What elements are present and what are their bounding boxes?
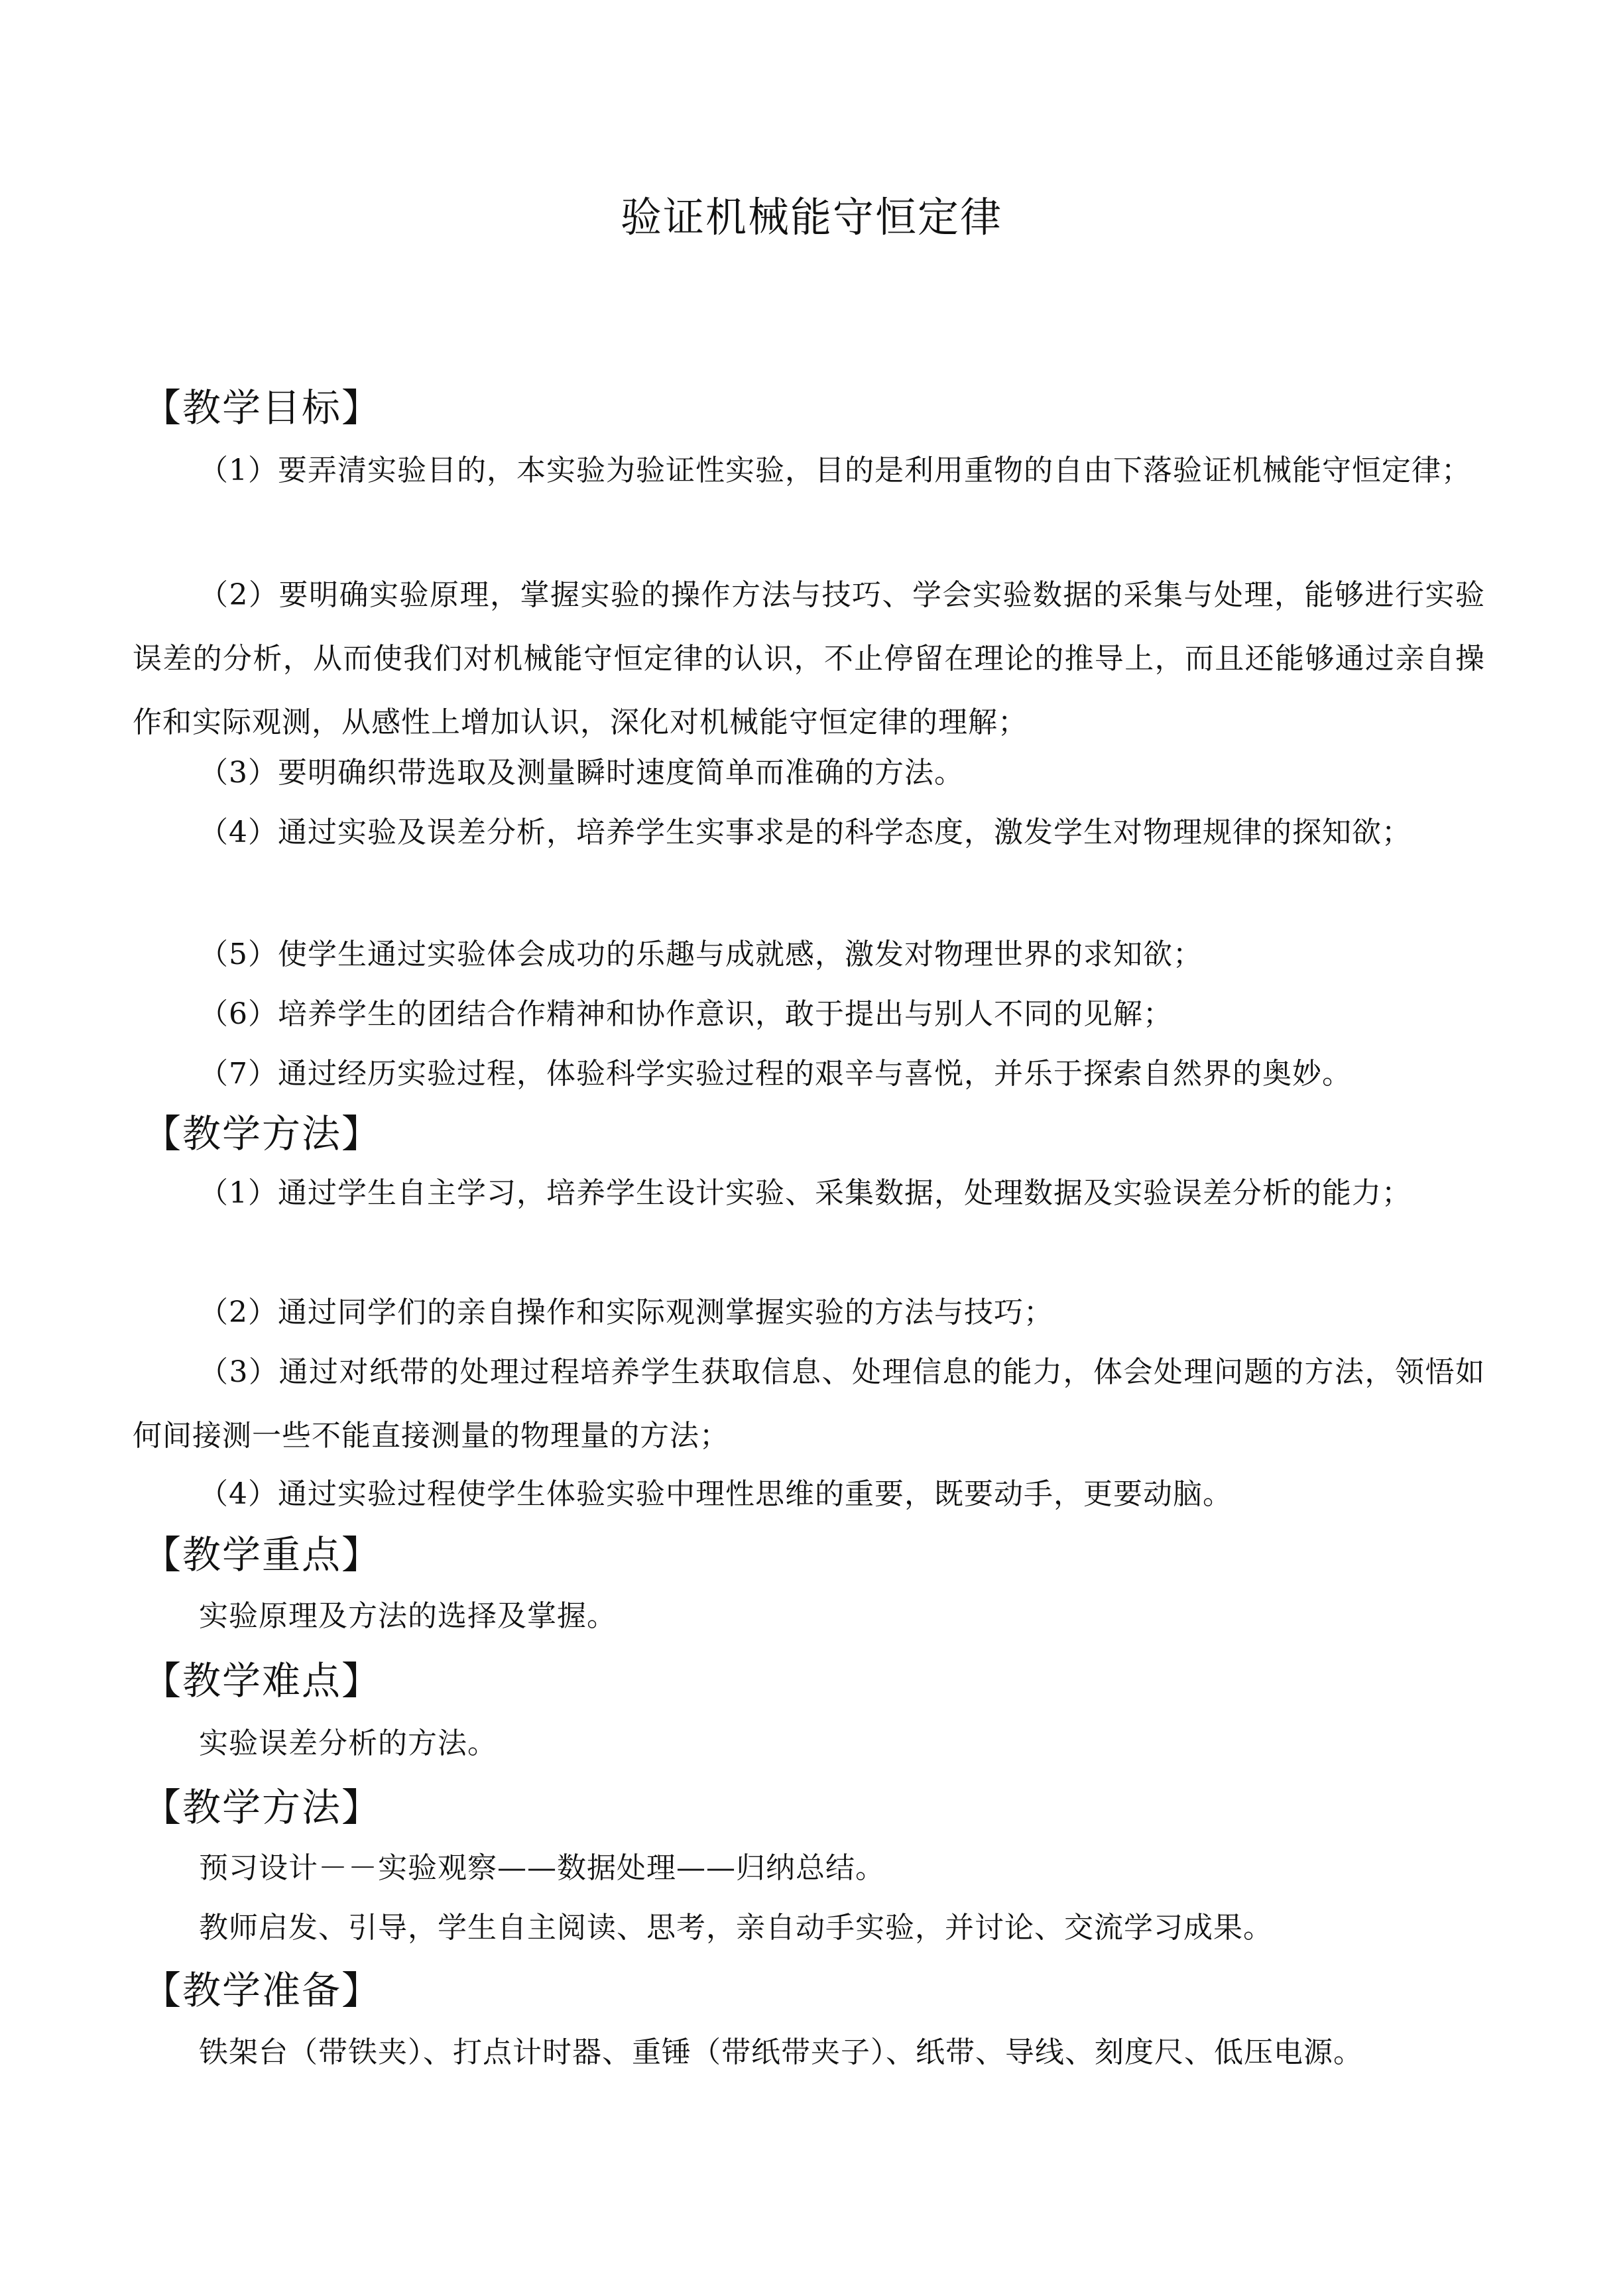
section-heading-methods: 【教学方法】 xyxy=(143,1111,382,1156)
method-item-1: （1）通过学生自主学习，培养学生设计实验、采集数据，处理数据及实验误差分析的能力； xyxy=(199,1176,1412,1210)
section-heading-objectives: 【教学目标】 xyxy=(143,385,382,430)
objective-item-5: （5）使学生通过实验体会成功的乐趣与成就感，激发对物理世界的求知欲； xyxy=(199,937,1203,971)
objective-item-2: （2）要明确实验原理，掌握实验的操作方法与技巧、学会实验数据的采集与处理，能够进行实验误差的分析，从而使我们对机械能守恒定律的认识，不止停留在理论的推导上，而且还能够通过亲自操作和实际观测，从感性上增加认识，深化对机械能守恒定律的理解； xyxy=(133,578,1485,739)
method-item-3: （3）通过对纸带的处理过程培养学生获取信息、处理信息的能力，体会处理问题的方法，领悟如何间接测一些不能直接测量的物理量的方法； xyxy=(133,1355,1485,1453)
objective-item-4: （4）通过实验及误差分析，培养学生实事求是的科学态度，激发学生对物理规律的探知欲； xyxy=(199,816,1412,849)
section-heading-methods-2: 【教学方法】 xyxy=(143,1785,382,1830)
objective-item-7: （7）通过经历实验过程，体验科学实验过程的艰辛与喜悦，并乐于探索自然界的奥妙。 xyxy=(199,1057,1352,1091)
method-item-4: （4）通过实验过程使学生体验实验中理性思维的重要，既要动手，更要动脑。 xyxy=(199,1477,1232,1511)
page-title: 验证机械能守恒定律 xyxy=(620,193,1002,241)
section-heading-preparation: 【教学准备】 xyxy=(143,1968,382,2013)
difficulties-text: 实验误差分析的方法。 xyxy=(199,1726,497,1760)
preparation-text: 铁架台（带铁夹）、打点计时器、重锤（带纸带夹子）、纸带、导线、刻度尺、低压电源。 xyxy=(199,2035,1363,2069)
objective-item-6: （6）培养学生的团结合作精神和协作意识，敢于提出与别人不同的见解； xyxy=(199,997,1173,1031)
key-points-text: 实验原理及方法的选择及掌握。 xyxy=(199,1599,617,1633)
objective-item-1: （1）要弄清实验目的，本实验为验证性实验，目的是利用重物的自由下落验证机械能守恒定律； xyxy=(199,453,1471,487)
objective-item-3: （3）要明确织带选取及测量瞬时速度简单而准确的方法。 xyxy=(199,756,964,790)
method-item-2: （2）通过同学们的亲自操作和实际观测掌握实验的方法与技巧； xyxy=(199,1296,1053,1329)
methods2-line-1: 预习设计－－实验观察——数据处理——归纳总结。 xyxy=(199,1851,885,1885)
methods2-line-2: 教师启发、引导，学生自主阅读、思考，亲自动手实验，并讨论、交流学习成果。 xyxy=(199,1911,1273,1945)
section-heading-difficulties: 【教学难点】 xyxy=(143,1658,382,1703)
section-heading-key-points: 【教学重点】 xyxy=(143,1532,382,1577)
